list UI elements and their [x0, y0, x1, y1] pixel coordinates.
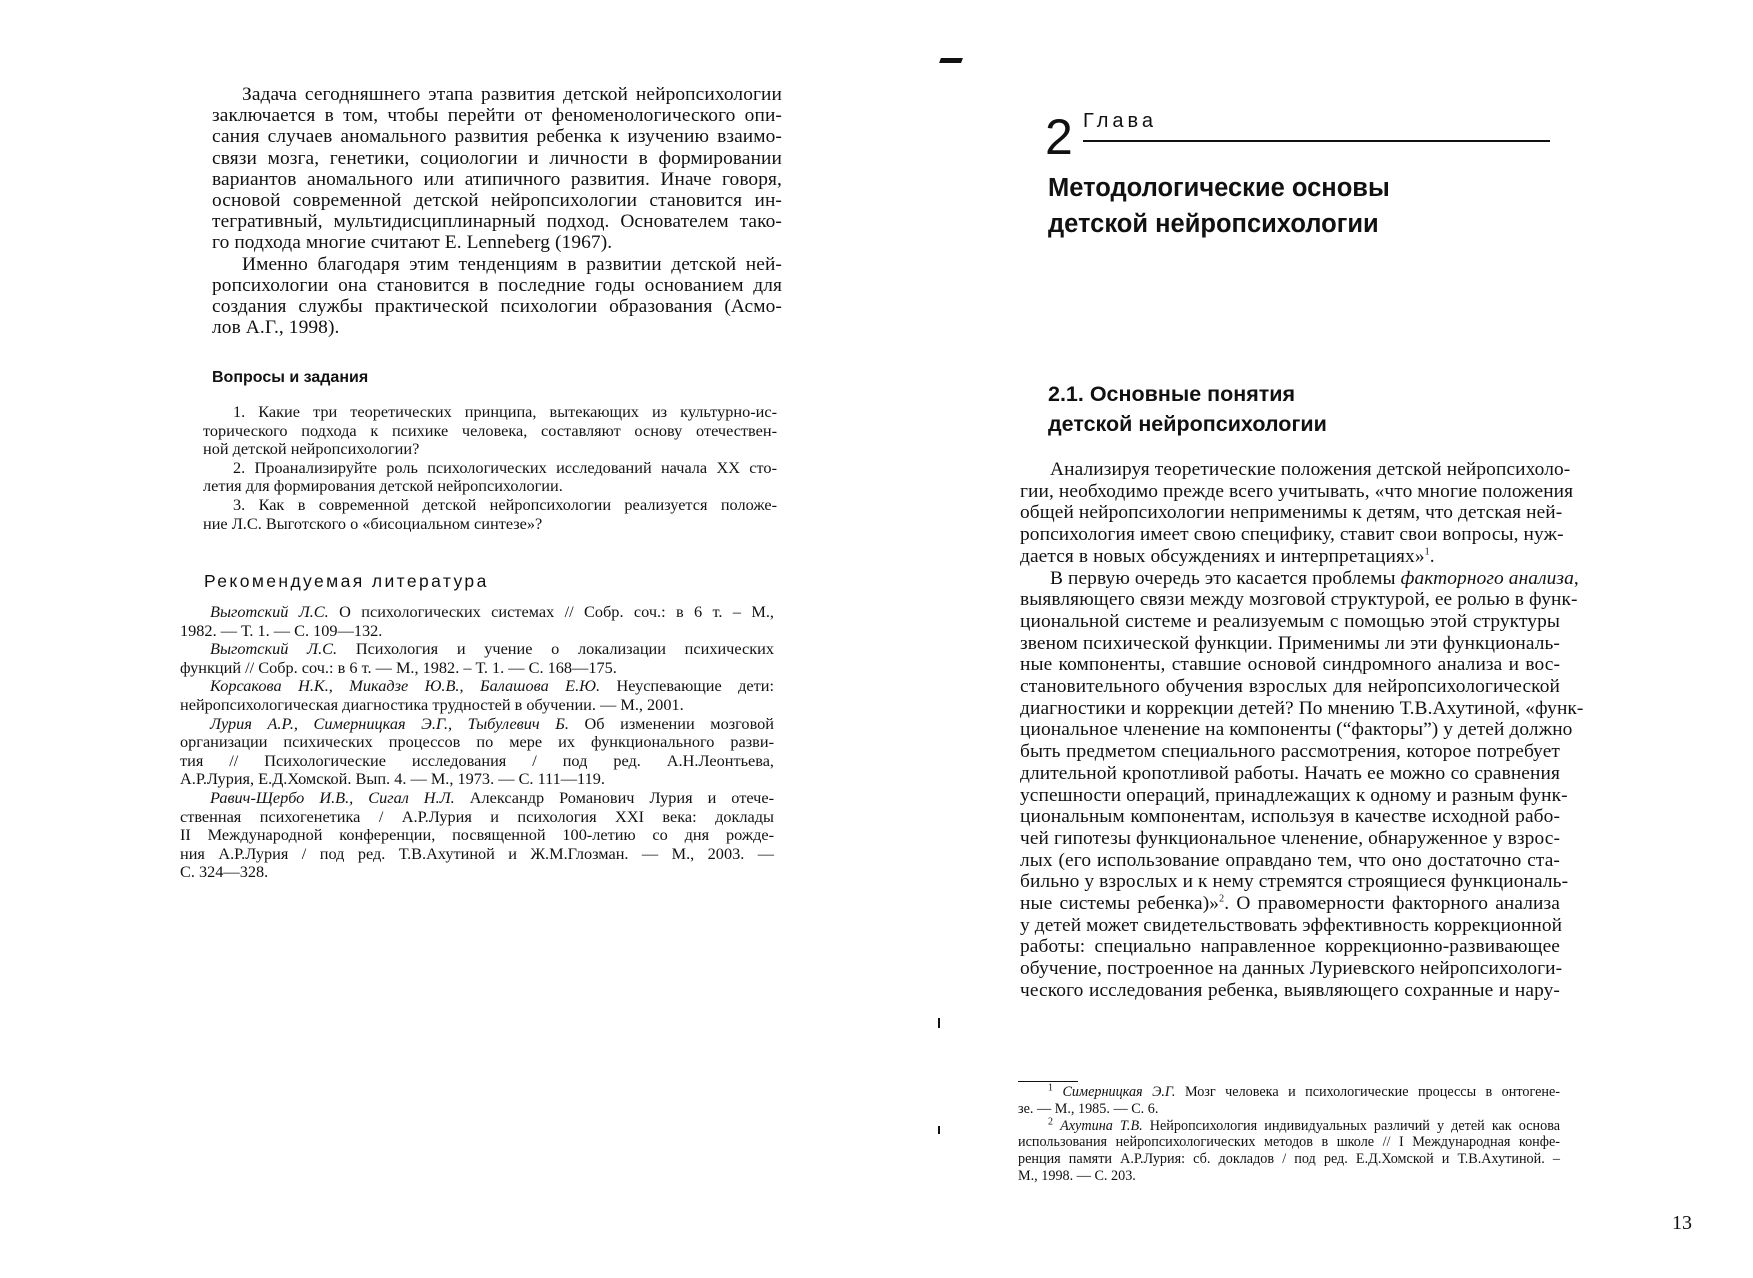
literature-item [180, 640, 774, 677]
text-line: Именно благодаря этим тенденциям в развитии детской ней- [242, 253, 782, 275]
text-line: лов А.Г., 1998). [212, 317, 340, 339]
text-line: ропсихологии она становится в последние годы основанием для [212, 274, 782, 296]
section-title-line: детской нейропсихологии [1048, 412, 1327, 436]
text-line: выявляющего связи между мозговой структурой, ее ролью в функ- [1020, 589, 1578, 611]
body-text [1020, 459, 1584, 1002]
section-title-line: 2.1. Основные понятия [1048, 382, 1296, 406]
emphasis-term: факторного анализа [1400, 567, 1574, 589]
chapter-title-line: детской нейропсихологии [1048, 210, 1379, 238]
text-line: ные компоненты, ставшие основой синдромного анализа и вос- [1020, 654, 1560, 676]
text-line: чей гипотезы функциональное членение, обнаруженное у взрос- [1020, 827, 1560, 849]
chapter-title-line: Методологические основы [1048, 174, 1390, 202]
footnote-author: Симерницкая Э.Г. [1062, 1084, 1176, 1100]
page-number: 13 [1672, 1212, 1692, 1234]
literature-list [180, 603, 774, 882]
text-line: го подхода многие считают E. Lenneberg (1967). [212, 232, 613, 254]
text-line [1018, 1084, 1560, 1101]
text-line: 3. Как в современной детской нейропсихологии реализуется положе- [233, 494, 777, 514]
text-line: Задача сегодняшнего этапа развития детской нейропсихологии [242, 84, 782, 105]
footnote-ref[interactable]: 2 [1219, 893, 1225, 905]
literature-author: Лурия А.Р., Симерницкая Э.Г., Тыбулевич Б. [210, 713, 569, 733]
text-line: звеном психической функции. Применимы ли эти функциональ- [1020, 632, 1560, 654]
text-line: лых (его использование оправдано тем, что оно достаточно ста- [1020, 849, 1560, 871]
chapter-label: Глава [1083, 110, 1158, 132]
text-line: работы: специально направленное коррекционно-развивающее [1020, 936, 1560, 958]
text-line [180, 603, 774, 622]
text-line: 2. Проанализируйте роль психологических исследований начала XX сто- [233, 457, 777, 477]
text-fragment: . О правомерности факторного анализа [1224, 893, 1560, 915]
text-line: циональное членение на компоненты (“факторы”) у детей должно [1020, 719, 1573, 741]
text-line: основой современной детской нейропсихологии становится ин- [212, 190, 782, 212]
text-line: нейропсихологическая диагностика трудностей в обучении. — М., 2001. [180, 694, 684, 714]
text-line: ческого исследования ребенка, выявляющего сохранные и нару- [1020, 979, 1560, 1001]
questions-list [203, 403, 777, 533]
text-line: успешности операций, принадлежащих к одному и разным функ- [1020, 784, 1568, 806]
question-item [203, 496, 777, 533]
text-line: С. 324—328. [180, 862, 269, 882]
literature-item [180, 715, 774, 789]
intro-text [212, 84, 782, 338]
footnote-item [1018, 1084, 1560, 1118]
literature-author: Равич-Щербо И.В., Сигал Н.Л. [210, 787, 455, 807]
text-line [1020, 893, 1560, 915]
text-line: бильно у взрослых и к нему стремятся строящиеся функциональ- [1020, 871, 1569, 893]
literature-title: Александр Романович Лурия и отече- [469, 787, 774, 807]
questions-heading: Вопросы и задания [212, 369, 369, 386]
literature-title: Психология и учение о локализации психических [355, 639, 774, 659]
literature-title: О психологических системах // Собр. соч.: в 6 т. – М., [339, 602, 774, 621]
footnote-title: Нейропсихология индивидуальных различий у детей как основа [1149, 1117, 1561, 1134]
text-line [1020, 567, 1579, 590]
text-fragment: дается в новых обсуждениях и интерпретациях» [1020, 545, 1425, 567]
chapter-number: 2 [1045, 109, 1073, 165]
body-paragraph-1 [1020, 459, 1574, 568]
text-line: сания случаев аномального развития ребенка к изучению взаимо- [212, 126, 782, 148]
text-line: тия // Психологические исследования / под ред. А.Н.Леонтьева, [180, 750, 774, 770]
footnote-title: Мозг человека и психологические процессы в онтогене- [1184, 1084, 1561, 1100]
left-page [0, 0, 860, 1278]
text-line: ние Л.С. Выготского о «бисоциальном синтезе»? [203, 513, 543, 533]
text-line: гии, необходимо прежде всего учитывать, «что многие положения [1020, 480, 1574, 502]
text-line: зе. — М., 1985. — С. 6. [1018, 1100, 1159, 1117]
intro-paragraph-1 [212, 84, 782, 254]
literature-title: Неуспевающие дети: [616, 676, 775, 696]
chapter-header [1045, 108, 1550, 165]
text-line: быть предметом специального рассмотрения, которое потребует [1020, 741, 1560, 763]
text-line [180, 715, 774, 734]
footnote-ref[interactable]: 1 [1424, 546, 1430, 558]
text-line: II Международной конференции, посвященной 100-летию со дня рожде- [180, 825, 774, 845]
text-line: циональным компонентам, используя в качестве исходной рабо- [1020, 806, 1560, 828]
text-line [180, 640, 774, 659]
text-line: Анализируя теоретические положения детской нейропсихоло- [1050, 459, 1571, 480]
text-line: у детей может свидетельствовать эффективность коррекционной [1020, 914, 1563, 936]
literature-author: Выготский Л.С. [210, 639, 338, 659]
text-line: циональной системе и реализуемым с помощью этой структуры [1020, 610, 1560, 632]
text-fragment: . [1429, 545, 1435, 567]
text-line: заключается в том, чтобы перейти от феноменологического опи- [212, 105, 782, 127]
literature-author: Выготский Л.С. [210, 602, 329, 621]
chapter-title [1048, 170, 1390, 242]
literature-item [180, 603, 774, 640]
text-line [1020, 546, 1560, 568]
footnote-author: Ахутина Т.В. [1060, 1117, 1143, 1134]
text-line: ния А.Р.Лурия / под ред. Т.В.Ахутиной и Ж.М.Глозман. — М., 2003. — [180, 843, 774, 863]
text-line [180, 677, 774, 696]
body-paragraph-2 [1020, 567, 1584, 1002]
literature-item [180, 677, 774, 714]
text-line: М., 1998. — С. 203. [1018, 1167, 1136, 1184]
intro-paragraph-2 [212, 254, 782, 339]
question-item [203, 459, 777, 496]
text-line: ропсихология имеет свою специфику, ставит свои вопросы, нуж- [1020, 524, 1564, 546]
text-line: вариантов аномального или атипичного развития. Иначе говоря, [212, 168, 782, 190]
literature-title: Об изменении мозговой [584, 713, 775, 733]
footnote-number: 2 [1048, 1115, 1053, 1127]
text-line: ной детской нейропсихологии? [203, 439, 420, 459]
literature-item [180, 789, 774, 882]
text-line: 1982. — Т. 1. — С. 109—132. [180, 620, 383, 640]
chapter-rule [1083, 140, 1550, 142]
right-page [860, 0, 1753, 1278]
text-line: организации психических процессов по мере их функционального разви- [180, 732, 774, 752]
text-line: функций // Собр. соч.: в 6 т. — М., 1982. – Т. 1. — С. 168—175. [180, 657, 617, 677]
text-line: диагностики и коррекции детей? По мнению Т.В.Ахутиной, «функ- [1020, 697, 1584, 719]
text-line: 1. Какие три теоретических принципа, вытекающих из культурно-ис- [233, 402, 777, 421]
text-line: А.Р.Лурия, Е.Д.Хомской. Вып. 4. — М., 1973. — С. 111—119. [180, 769, 605, 789]
text-line: общей нейропсихологии неприменимы к детям, что детская ней- [1020, 502, 1563, 524]
text-line: связи мозга, генетики, социологии и личности в формировании [212, 147, 782, 169]
literature-heading: Рекомендуемая литература [204, 571, 489, 591]
text-fragment: ные системы ребенка)» [1020, 893, 1220, 915]
footnotes [1018, 1084, 1560, 1185]
section-title [1048, 379, 1327, 439]
text-line: ренция памяти А.Р.Лурия: сб. докладов / под ред. Е.Д.Хомской и Т.В.Ахутиной. – [1018, 1151, 1560, 1168]
text-fragment: , [1573, 567, 1579, 589]
text-line: летия для формирования детской нейропсихологии. [203, 476, 563, 496]
text-line: длительной кропотливой работы. Начать ее можно со сравнения [1020, 762, 1560, 784]
text-line: использования нейропсихологических методов в школе // I Международная конфе- [1018, 1134, 1560, 1151]
footnote-item [1018, 1115, 1561, 1185]
text-fragment: В первую очередь это касается проблемы [1050, 567, 1401, 589]
text-line: становительного обучения взрослых для нейропсихологической [1020, 676, 1560, 698]
text-line [1018, 1115, 1561, 1135]
literature-author: Корсакова Н.К., Микадзе Ю.В., Балашова Е.Ю. [210, 676, 601, 696]
text-line [180, 789, 774, 808]
text-line: тегративный, мультидисциплинарный подход. Основателем тако- [212, 211, 782, 233]
text-line: обучение, построенное на данных Луриевского нейропсихологи- [1020, 958, 1563, 980]
footnote-number: 1 [1048, 1082, 1053, 1094]
text-line: торического подхода к психике человека, составляют основу отечествен- [203, 420, 777, 440]
question-item [203, 403, 777, 459]
text-line: создания службы практической психологии образования (Асмо- [212, 296, 782, 318]
text-line: ственная психогенетика / А.Р.Лурия и психология XXI века: доклады [180, 806, 774, 826]
